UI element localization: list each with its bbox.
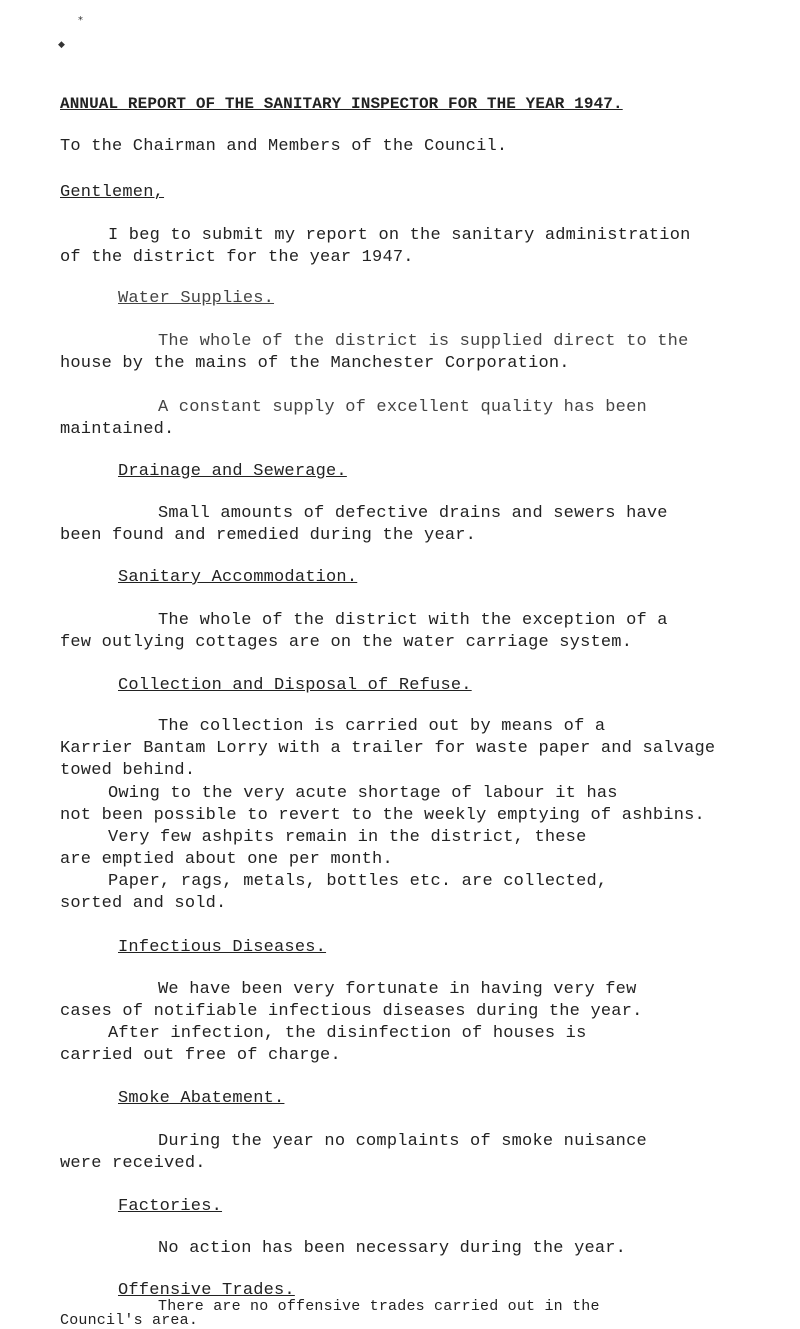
section-heading-drainage: Drainage and Sewerage. xyxy=(118,462,347,481)
paragraph-line: Karrier Bantam Lorry with a trailer for waste paper and salvage xyxy=(60,739,716,758)
paragraph-line: No action has been necessary during the year. xyxy=(158,1239,627,1258)
paragraph-line: During the year no complaints of smoke nuisance xyxy=(158,1132,647,1151)
paragraph-line: maintained. xyxy=(60,420,175,439)
section-heading-smoke-abatement: Smoke Abatement. xyxy=(118,1089,285,1108)
section-heading-infectious-diseases: Infectious Diseases. xyxy=(118,938,327,957)
paragraph-line: We have been very fortunate in having very few xyxy=(158,980,637,999)
paragraph-line: After infection, the disinfection of houses is xyxy=(108,1024,587,1043)
paragraph-line: cases of notifiable infectious diseases during the year. xyxy=(60,1002,643,1021)
paragraph-line: The collection is carried out by means of a xyxy=(158,717,606,736)
paragraph-line: are emptied about one per month. xyxy=(60,850,393,869)
section-heading-water-supplies: Water Supplies. xyxy=(118,289,275,308)
section-heading-refuse: Collection and Disposal of Refuse. xyxy=(118,676,472,695)
greeting: Gentlemen, xyxy=(60,183,165,202)
section-heading-offensive-trades: Offensive Trades. xyxy=(118,1281,295,1300)
paragraph-line: The whole of the district with the exception of a xyxy=(158,611,668,630)
paragraph-line: Very few ashpits remain in the district, these xyxy=(108,828,587,847)
scan-dot-icon: ◆ xyxy=(58,40,65,50)
paragraph-line: Owing to the very acute shortage of labour it has xyxy=(108,784,618,803)
paragraph-line: Paper, rags, metals, bottles etc. are collected, xyxy=(108,872,608,891)
section-heading-factories: Factories. xyxy=(118,1197,223,1216)
paragraph-line: The whole of the district is supplied direct to the xyxy=(158,332,689,351)
paragraph-line: not been possible to revert to the weekly emptying of ashbins. xyxy=(60,806,705,825)
paragraph-line: been found and remedied during the year. xyxy=(60,526,477,545)
paragraph-line: towed behind. xyxy=(60,761,196,780)
paragraph-line: There are no offensive trades carried out in the xyxy=(158,1298,600,1315)
paragraph-line: Council's area. xyxy=(60,1312,199,1329)
paragraph-line: Small amounts of defective drains and sewers have xyxy=(158,504,668,523)
salutation-recipient: To the Chairman and Members of the Council. xyxy=(60,137,508,156)
paragraph-line: sorted and sold. xyxy=(60,894,227,913)
paragraph-line: carried out free of charge. xyxy=(60,1046,341,1065)
scan-mark-icon: ⁎ xyxy=(78,12,83,23)
paragraph-line: few outlying cottages are on the water carriage system. xyxy=(60,633,633,652)
report-title: ANNUAL REPORT OF THE SANITARY INSPECTOR FOR THE YEAR 1947. xyxy=(60,95,623,113)
paragraph-line: were received. xyxy=(60,1154,206,1173)
section-heading-sanitary-accommodation: Sanitary Accommodation. xyxy=(118,568,358,587)
intro-line: of the district for the year 1947. xyxy=(60,248,414,267)
intro-line: I beg to submit my report on the sanitary administration xyxy=(108,226,691,245)
paragraph-line: house by the mains of the Manchester Corporation. xyxy=(60,354,570,373)
paragraph-line: A constant supply of excellent quality has been xyxy=(158,398,647,417)
